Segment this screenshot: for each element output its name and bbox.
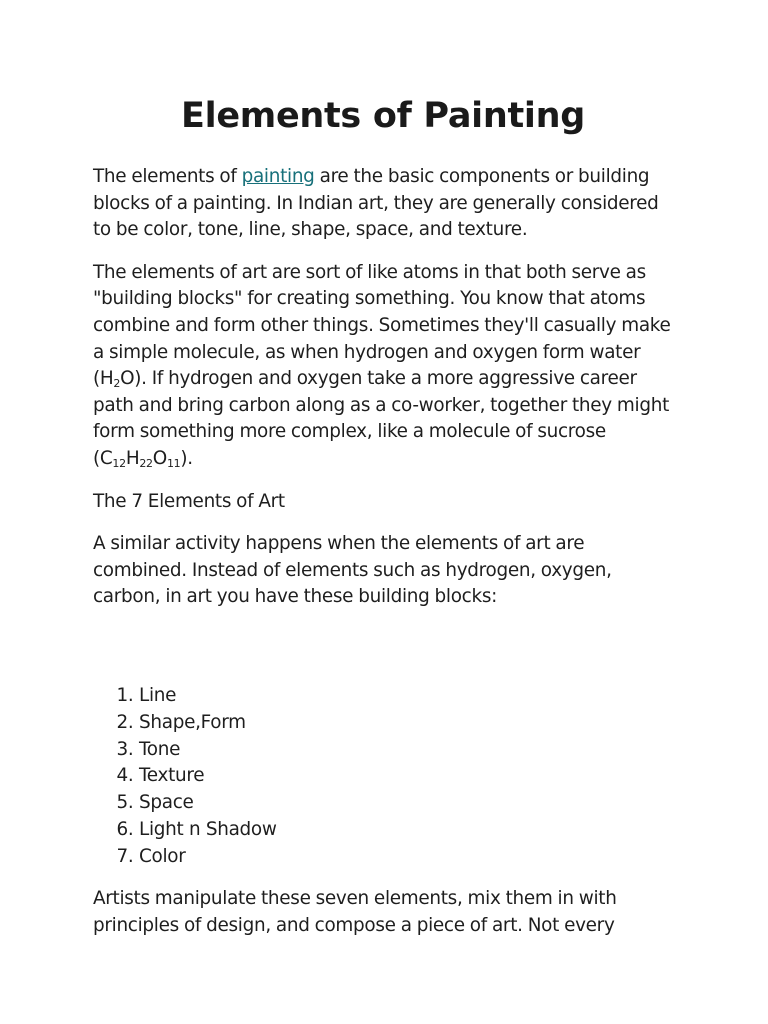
list-item: 4. Texture xyxy=(139,763,673,790)
intro-paragraph xyxy=(93,164,673,244)
atoms-text-b: O). If hydrogen and oxygen take a more aggressive career path and bring carbon along as a co-worker, together they might form something more complex, like a molecule of sucrose (C xyxy=(93,368,669,469)
list-item: 5. Space xyxy=(139,790,673,817)
list-item: 7. Color xyxy=(139,844,673,871)
painting-link[interactable]: painting xyxy=(241,166,315,187)
atoms-text-d: O xyxy=(152,447,167,469)
building-blocks-paragraph: A similar activity happens when the elements of art are combined. Instead of elements such as hydrogen, oxygen, carbon, in art you have these building blocks: xyxy=(93,533,612,608)
subscript-sucrose-h: 22 xyxy=(139,456,153,470)
page-title: Elements of Painting xyxy=(181,96,585,136)
artists-paragraph: Artists manipulate these seven elements, mix them in with principles of design, and compose a piece of art. Not every xyxy=(93,888,617,937)
subscript-sucrose-o: 11 xyxy=(166,456,181,470)
spacer xyxy=(93,627,673,683)
list-item: 2. Shape,Form xyxy=(139,710,673,737)
subscript-sucrose-c: 12 xyxy=(112,456,126,470)
document-page xyxy=(93,90,673,956)
atoms-text-e: ). xyxy=(180,447,193,469)
intro-text-after-link: are the basic components or building blocks of a painting. In Indian art, they are generally considered to be color, tone, line, shape, space, and texture. xyxy=(93,166,659,241)
intro-text-before-link: The elements of xyxy=(93,166,242,187)
elements-list xyxy=(93,683,673,871)
atoms-text-c: H xyxy=(125,447,140,469)
atoms-paragraph xyxy=(93,260,673,473)
list-item: 6. Light n Shadow xyxy=(139,817,673,844)
seven-elements-heading: The 7 Elements of Art xyxy=(93,490,285,512)
subscript-water-h: 2 xyxy=(113,377,121,391)
atoms-text-a: The elements of art are sort of like atoms in that both serve as "building blocks" for creating something. You know that atoms combine and form other things. Sometimes they'll casually make a simple molecule, as when hydrogen and oxygen form water (H xyxy=(93,261,671,390)
list-item: 3. Tone xyxy=(139,737,673,764)
list-item: 1. Line xyxy=(139,683,673,710)
